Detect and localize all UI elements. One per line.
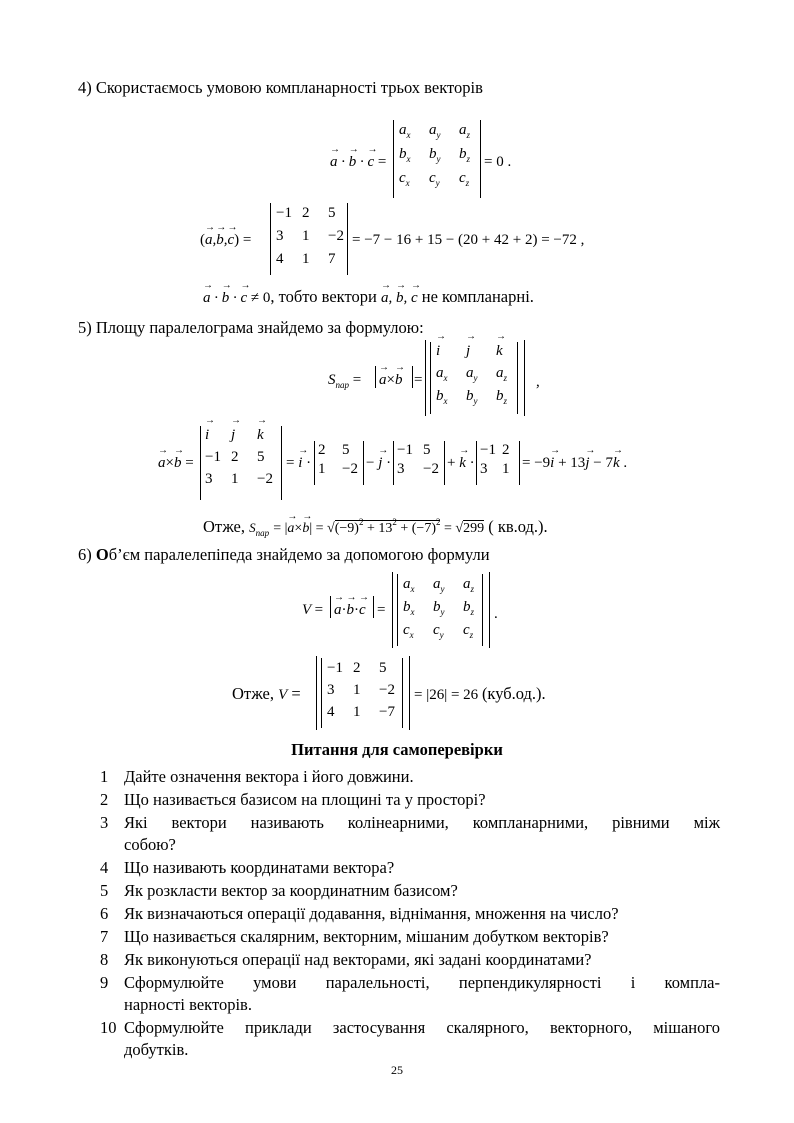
question-number: 1: [100, 767, 109, 786]
question-text: Як виконуються операції над векторами, які задані координатами?: [124, 950, 592, 969]
matrix-cell: 4: [276, 251, 284, 267]
question-number: 8: [100, 950, 109, 969]
matrix-cell: −1: [480, 442, 496, 458]
matrix-cell: 7: [328, 251, 336, 267]
cross-minor3-entries: [480, 442, 520, 478]
cross-k-term: + → k ·: [447, 453, 475, 473]
matrix-cell: 3: [480, 461, 488, 477]
matrix-cell: 2: [318, 442, 326, 458]
volume-formula-lhs: V =: [302, 602, 324, 618]
questions-heading: Питання для самоперевірки: [291, 740, 503, 759]
volume-result-prefix: Отже, V =: [232, 684, 301, 703]
matrix-cell: −1: [205, 449, 221, 465]
question-text: Що називається скалярним, векторним, мішаним добутком векторів?: [124, 927, 609, 946]
volume-result-det-entries: [327, 660, 403, 721]
matrix-cell: 5: [257, 449, 265, 465]
matrix-cell: 5: [379, 660, 387, 676]
cross-minor1-entries: [318, 442, 364, 478]
section-4-conclusion: → a · → b · → c ≠ 0, тобто вектори → a, → b, → c не компланарні.: [203, 287, 534, 308]
matrix-cell: 1: [302, 251, 310, 267]
area-formula-lhs: $S_{пар}$ =: [328, 372, 362, 390]
matrix-cell: 2: [502, 442, 510, 458]
matrix-cell: 3: [397, 461, 405, 477]
section-5-title: 5) Площу паралелограма знайдемо за формулою:: [78, 318, 424, 337]
volume-result: [414, 684, 546, 705]
matrix-cell: 1: [353, 704, 361, 720]
question-text: Сформулюйте приклади застосування скалярного, векторного, мішаного: [124, 1018, 720, 1037]
matrix-cell: −2: [342, 461, 358, 477]
volume-result-value: = |26| = 26: [414, 687, 479, 703]
question-text: собою?: [124, 835, 176, 854]
matrix-cell: 1: [231, 471, 239, 487]
question-number: 5: [100, 881, 109, 900]
question-number: 4: [100, 858, 109, 877]
matrix-cell: 2: [231, 449, 239, 465]
matrix-cell: −2: [379, 682, 395, 698]
mixed-product-rhs: = 0 .: [484, 154, 512, 170]
cross-det-entries: → i → j → k −1 2 5 3 1 −2: [205, 427, 283, 488]
matrix-cell: −7: [379, 704, 395, 720]
matrix-cell: 2: [353, 660, 361, 676]
volume-eq: =: [377, 602, 386, 618]
matrix-cell: −2: [423, 461, 439, 477]
cross-result: = −9→ i + 13→ j − 7→ k .: [522, 453, 627, 473]
section-4-title: 4) Скористаємось умовою компланарності трьох векторів: [78, 78, 483, 97]
matrix-cell: −2: [328, 228, 344, 244]
area-result-unit: ( кв.од.).: [488, 517, 548, 536]
question-text: Як розкласти вектор за координатним базисом?: [124, 881, 458, 900]
question-text: нарності векторів.: [124, 995, 252, 1014]
question-text: Що називають координатами вектора?: [124, 858, 395, 877]
question-number: 9: [100, 973, 109, 992]
area-result: Отже, $S_{пар}$ = |→ $a\times\to b| = √(-9)^2 + 13^2 + (-7)^2 = √299$ ( кв.од.).: [203, 512, 548, 543]
matrix-cell: 1: [318, 461, 326, 477]
area-result-prefix: Отже,: [203, 517, 245, 536]
area-comma: ,: [536, 374, 540, 390]
matrix-cell: −1: [327, 660, 343, 676]
triple-product-det-entries: [276, 205, 352, 268]
question-number: 7: [100, 927, 109, 946]
matrix-cell: 5: [423, 442, 431, 458]
matrix-cell: 1: [302, 228, 310, 244]
conclusion-text: , тобто вектори: [270, 287, 377, 306]
area-eq: =: [414, 372, 423, 388]
cross-i-term: = → i ·: [286, 453, 311, 473]
page-number: 25: [391, 1063, 403, 1077]
triple-product-rhs: = −7 − 16 + 15 − (20 + 42 + 2) = −72 ,: [352, 232, 585, 248]
matrix-cell: 1: [502, 461, 510, 477]
cross-j-term: − → j ·: [366, 453, 391, 473]
cross-lhs: → a×→ b =: [158, 453, 194, 473]
volume-triple: → a·→ b·→ c: [334, 600, 366, 620]
matrix-cell: 4: [327, 704, 335, 720]
matrix-cell: −1: [276, 205, 292, 221]
section-6-title-text: б’єм паралелепіпеда знайдемо за допомогою формули: [108, 545, 490, 564]
question-number: 3: [100, 813, 109, 832]
question-number: 6: [100, 904, 109, 923]
section-6-title: 6) Об’єм паралелепіпеда знайдемо за допомогою формули: [78, 545, 490, 564]
matrix-cell: 5: [342, 442, 350, 458]
area-det-entries: → i → j → k $a_x$ $a_y$ $a_z$ $b_x$ $b_y$ $b_z$: [436, 343, 522, 406]
matrix-cell: 2: [302, 205, 310, 221]
mixed-product-det-entries: $a_x$ $a_y$ $a_z$ $b_x$ $b_y$ $b_z$ $c_x$ $c_y$ $c_z$: [399, 122, 471, 188]
question-text: Сформулюйте умови паралельності, перпендикулярності і компла-: [124, 973, 720, 992]
mixed-product-lhs: → a · → b · → c =: [330, 152, 386, 172]
cross-minor2-entries: [397, 442, 445, 478]
section-6-bold: О: [95, 545, 109, 564]
matrix-cell: −2: [257, 471, 273, 487]
conclusion-end: не компланарні.: [421, 287, 534, 306]
question-number: 10: [100, 1018, 117, 1037]
question-number: 2: [100, 790, 109, 809]
matrix-cell: −1: [397, 442, 413, 458]
matrix-cell: 1: [353, 682, 361, 698]
matrix-cell: 3: [276, 228, 284, 244]
question-text: Дайте означення вектора і його довжини.: [124, 767, 414, 786]
question-text: Що називається базисом на площині та у просторі?: [124, 790, 486, 809]
matrix-cell: 3: [327, 682, 335, 698]
volume-dot: .: [494, 606, 498, 622]
question-text: Які вектори називають колінеарними, компланарними, рівними між: [124, 813, 720, 832]
area-cross: → a×→ b: [379, 370, 402, 390]
matrix-cell: 5: [328, 205, 336, 221]
question-text: Як визначаються операції додавання, віднімання, множення на число?: [124, 904, 619, 923]
volume-det-entries: $a_x$ $a_y$ $a_z$ $b_x$ $b_y$ $b_z$ $c_x$ $c_y$ $c_z$: [403, 576, 475, 640]
volume-result-unit: (куб.од.).: [481, 684, 546, 703]
question-text: добутків.: [124, 1040, 189, 1059]
matrix-cell: 3: [205, 471, 213, 487]
triple-product-lhs: (→ a,→ b,→ c) =: [200, 230, 251, 250]
